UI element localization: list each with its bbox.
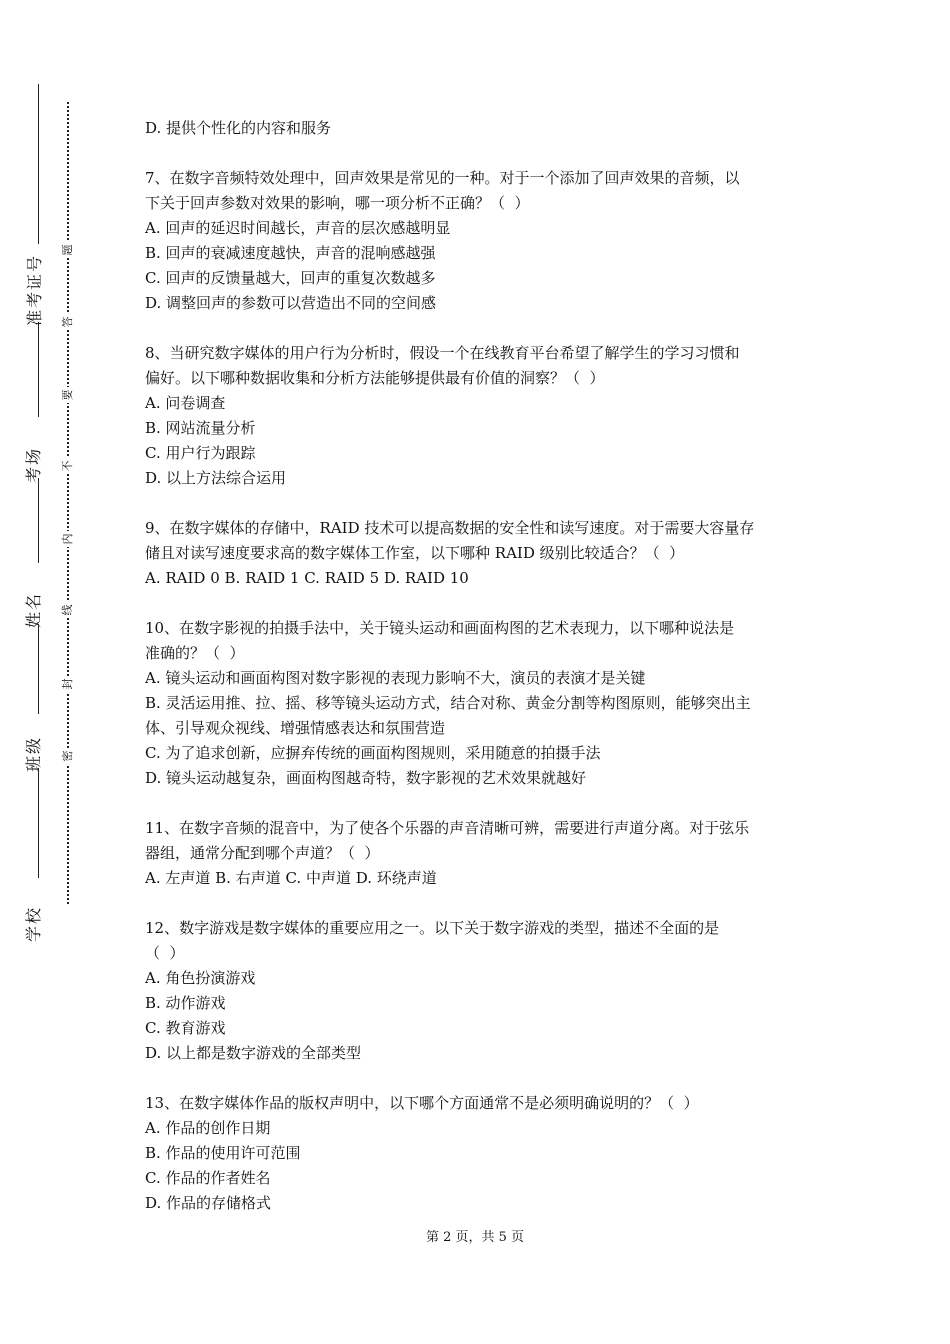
option-line: 体、引导观众视线、增强情感表达和氛围营造 — [145, 719, 446, 737]
question-stem: 9、在数字媒体的存储中，RAID 技术可以提高数据的安全性和读写速度。对于需要大容量存 — [145, 519, 755, 537]
question-stem: 12、数字游戏是数字媒体的重要应用之一。以下关于数字游戏的类型，描述不全面的是 — [145, 919, 720, 937]
option-line: C. 用户行为跟踪 — [145, 444, 256, 462]
seal-line — [67, 102, 69, 904]
field-label-name: 姓名 — [24, 591, 43, 628]
question-stem: 下关于回声参数对效果的影响，哪一项分析不正确？（ ） — [145, 194, 530, 212]
question-stem: 器组，通常分配到哪个声道？（ ） — [145, 844, 380, 862]
option-line: D. 提供个性化的内容和服务 — [145, 119, 332, 137]
option-line: A. 左声道 B. 右声道 C. 中声道 D. 环绕声道 — [145, 869, 437, 887]
option-line: D. 调整回声的参数可以营造出不同的空间感 — [145, 294, 437, 312]
option-line: A. 角色扮演游戏 — [145, 969, 256, 987]
question-stem: 储且对读写速度要求高的数字媒体工作室，以下哪种 RAID 级别比较适合？（ ） — [145, 544, 685, 562]
field-rule — [38, 84, 40, 244]
option-line: D. 以上都是数字游戏的全部类型 — [145, 1044, 362, 1062]
seal-char: 内 — [60, 531, 76, 547]
question-stem: 11、在数字音频的混音中，为了使各个乐器的声音清晰可辨，需要进行声道分离。对于弦乐 — [145, 819, 750, 837]
option-line: D. 以上方法综合运用 — [145, 469, 287, 487]
option-line: B. 网站流量分析 — [145, 419, 256, 437]
seal-char: 答 — [60, 314, 76, 330]
option-line: C. 教育游戏 — [145, 1019, 226, 1037]
option-line: C. 回声的反馈量越大，回声的重复次数越多 — [145, 269, 436, 287]
option-line: A. 作品的创作日期 — [145, 1119, 271, 1137]
option-line: B. 动作游戏 — [145, 994, 226, 1012]
question-stem: 偏好。以下哪种数据收集和分析方法能够提供最有价值的洞察？（ ） — [145, 369, 605, 387]
question-10 — [145, 616, 820, 791]
field-label-school: 学校 — [24, 905, 43, 942]
question-12 — [145, 916, 820, 1066]
question-6-tail — [145, 116, 820, 141]
question-list — [145, 116, 820, 1216]
field-rule — [38, 768, 40, 878]
seal-char: 封 — [60, 676, 76, 692]
page-number: 第 2 页，共 5 页 — [425, 1230, 525, 1245]
option-line: B. 回声的衰减速度越快，声音的混响感越强 — [145, 244, 436, 262]
option-line: D. 镜头运动越复杂，画面构图越奇特，数字影视的艺术效果就越好 — [145, 769, 587, 787]
question-stem: 8、当研究数字媒体的用户行为分析时，假设一个在线教育平台希望了解学生的学习习惯和 — [145, 344, 740, 362]
question-11 — [145, 816, 820, 891]
option-line: A. 镜头运动和画面构图对数字影视的表现力影响不大，演员的表演才是关键 — [145, 669, 646, 687]
option-line: B. 作品的使用许可范围 — [145, 1144, 301, 1162]
seal-char: 密 — [60, 748, 76, 764]
field-rule — [38, 478, 40, 563]
option-line: C. 为了追求创新，应摒弃传统的画面构图规则，采用随意的拍摄手法 — [145, 744, 601, 762]
field-label-exam-id: 准考证号 — [25, 253, 44, 326]
question-stem: 13、在数字媒体作品的版权声明中，以下哪个方面通常不是必须明确说明的？（ ） — [145, 1094, 699, 1112]
option-line: C. 作品的作者姓名 — [145, 1169, 271, 1187]
field-rule — [38, 322, 40, 417]
question-7 — [145, 166, 820, 316]
seal-char: 不 — [60, 458, 76, 474]
option-line: A. 问卷调查 — [145, 394, 226, 412]
field-label-class: 班级 — [24, 735, 43, 772]
question-stem: （ ） — [145, 944, 185, 962]
question-9 — [145, 516, 820, 591]
seal-char: 要 — [60, 387, 76, 403]
seal-char: 线 — [60, 602, 76, 618]
question-stem: 10、在数字影视的拍摄手法中，关于镜头运动和画面构图的艺术表现力，以下哪种说法是 — [145, 619, 735, 637]
field-rule — [38, 624, 40, 714]
question-stem: 准确的？（ ） — [145, 644, 245, 662]
option-line: D. 作品的存储格式 — [145, 1194, 272, 1212]
option-line: A. RAID 0 B. RAID 1 C. RAID 5 D. RAID 10 — [145, 569, 469, 587]
field-label-exam-room: 考场 — [24, 446, 43, 483]
option-line: B. 灵活运用推、拉、摇、移等镜头运动方式，结合对称、黄金分割等构图原则，能够突出主 — [145, 694, 751, 712]
option-line: A. 回声的延迟时间越长，声音的层次感越明显 — [145, 219, 451, 237]
question-stem: 7、在数字音频特效处理中，回声效果是常见的一种。对于一个添加了回声效果的音频，以 — [145, 169, 740, 187]
question-13 — [145, 1091, 820, 1216]
seal-char: 题 — [60, 242, 76, 258]
question-8 — [145, 341, 820, 491]
